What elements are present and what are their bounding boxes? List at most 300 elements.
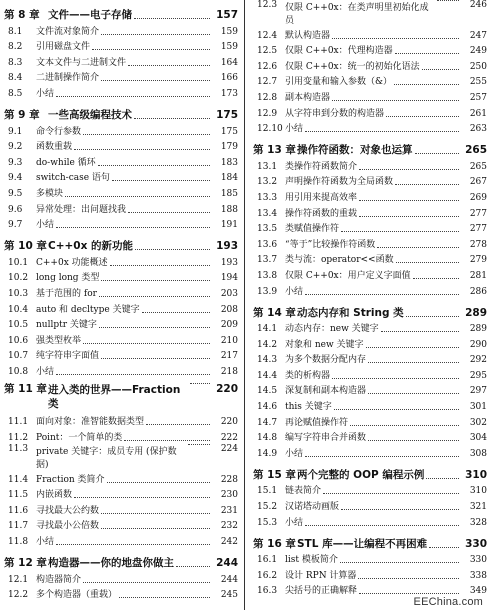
dot-leader <box>437 0 459 1</box>
chapter-number: 第 14 章 <box>253 306 296 319</box>
section-title: 仅限 C++0x：在类声明里初始化成员 <box>285 3 429 26</box>
section-number: 8.2 <box>8 42 23 53</box>
section-number: 10.3 <box>8 288 29 299</box>
page-number: 194 <box>220 273 238 284</box>
toc-entry <box>253 0 487 26</box>
chapter-title: 操作符函数：对象也运算 <box>297 144 413 157</box>
chapter-title: 动态内存和 String 类 <box>297 306 404 319</box>
section-number: 11.4 <box>8 474 29 485</box>
dot-leader <box>124 440 210 441</box>
page-number: 277 <box>469 208 487 219</box>
section-title: 函数重载 <box>36 142 73 153</box>
dot-leader <box>74 149 210 150</box>
section-number: 9.6 <box>8 204 23 215</box>
toc-entry <box>4 216 238 232</box>
section-title: 小结 <box>285 517 304 528</box>
toc-entry <box>253 235 487 251</box>
dot-leader <box>142 312 210 313</box>
page-number: 209 <box>220 320 238 331</box>
toc-entry <box>4 284 238 300</box>
section-title: 小结 <box>36 88 55 99</box>
page-number: 308 <box>469 448 487 459</box>
section-number: 10.5 <box>8 320 29 331</box>
page-number: 277 <box>469 224 487 235</box>
section-title: 从字符串到分数的构造器 <box>285 108 385 119</box>
page-number: 173 <box>220 88 238 99</box>
section-title: 仅限 C++0x：用户定义字面值 <box>285 270 411 281</box>
section-number: 9.7 <box>8 220 23 231</box>
section-title: C++0x 功能概述 <box>36 257 108 268</box>
toc-entry <box>4 428 238 444</box>
dot-leader <box>134 18 210 19</box>
dot-leader <box>128 212 210 213</box>
dot-leader <box>359 216 459 217</box>
section-title: long long 类型 <box>36 273 100 284</box>
page-number: 217 <box>220 351 238 362</box>
section-title: auto 和 decltype 关键字 <box>36 304 140 315</box>
section-title: 文本文件与二进制文件 <box>36 57 127 68</box>
dot-leader <box>101 358 210 359</box>
section-title: 小结 <box>285 286 304 297</box>
section-number: 16.1 <box>257 555 278 566</box>
section-title: 异常处理：出问题找我 <box>36 204 127 215</box>
section-title: 多个构造器（重载） <box>36 590 118 601</box>
toc-entry <box>253 120 487 136</box>
dot-leader <box>415 153 460 154</box>
section-number: 13.9 <box>257 286 278 297</box>
toc-entry <box>253 251 487 267</box>
section-number: 8.1 <box>8 26 23 37</box>
page-number: 330 <box>469 555 487 566</box>
toc-entry <box>253 173 487 189</box>
section-number: 14.8 <box>257 433 278 444</box>
toc-entry <box>4 169 238 185</box>
page-number: 349 <box>469 586 487 597</box>
section-title: 设计 RPN 计算器 <box>285 570 357 581</box>
section-number: 13.3 <box>257 192 278 203</box>
chapter-number: 第 8 章 <box>4 9 40 21</box>
toc-entry <box>253 282 487 298</box>
section-number: 12.10 <box>257 124 283 135</box>
toc-entry <box>4 331 238 347</box>
dot-leader <box>334 409 459 410</box>
toc-entry <box>4 347 238 363</box>
section-number: 14.5 <box>257 386 278 397</box>
dot-leader <box>332 100 459 101</box>
section-number: 10.7 <box>8 351 29 362</box>
toc-entry <box>253 497 487 513</box>
dot-leader <box>134 118 210 119</box>
toc-entry <box>4 532 238 548</box>
toc-entry <box>4 69 238 85</box>
dot-leader <box>128 65 210 66</box>
page-number: 269 <box>469 192 487 203</box>
toc-entry <box>253 88 487 104</box>
page-number: 228 <box>220 474 238 485</box>
page-number: 295 <box>469 370 487 381</box>
chapter-title: 进入类的世界——Fraction 类 <box>48 383 181 410</box>
page-number: 175 <box>220 126 238 137</box>
toc-entry <box>4 153 238 169</box>
dot-leader <box>359 200 459 201</box>
chapter-title: C++0x 的新功能 <box>48 240 134 253</box>
page-number: 249 <box>469 46 487 57</box>
section-number: 8.5 <box>8 88 23 99</box>
toc-entry <box>4 486 238 502</box>
section-title: 汉诺塔动画版 <box>285 502 340 513</box>
chapter-title: 文件——电子存储 <box>48 9 132 21</box>
page-number: 338 <box>469 570 487 581</box>
section-title: Fraction 类简介 <box>36 474 105 485</box>
chapter-title: 两个完整的 OOP 编程示例 <box>297 468 425 481</box>
section-title: 仅限 C++0x：统一的初始化语法 <box>285 61 420 72</box>
chapter-heading <box>4 105 238 122</box>
page-number: 166 <box>220 73 238 84</box>
page-number: 281 <box>469 270 487 281</box>
page-number: 183 <box>220 157 238 168</box>
toc-left-column <box>4 0 238 601</box>
section-number: 11.1 <box>8 417 29 428</box>
section-title: Point：一个简单的类 <box>36 433 123 444</box>
section-title: 寻找最大公约数 <box>36 505 100 516</box>
section-title: do-while 循环 <box>36 157 96 168</box>
dot-leader <box>368 440 459 441</box>
section-title: private 关键字：成员专用 (保护数据) <box>36 447 177 471</box>
dot-leader <box>305 294 459 295</box>
section-title: 基于范围的 for <box>36 288 97 299</box>
dot-leader <box>92 49 210 50</box>
section-number: 13.1 <box>257 161 278 172</box>
dot-leader <box>83 582 210 583</box>
chapter-title: 一些高级编程技术 <box>48 108 132 121</box>
page-number: 159 <box>220 26 238 37</box>
page-number: 220 <box>216 382 238 395</box>
dot-leader <box>101 513 210 514</box>
section-number: 11.6 <box>8 505 29 516</box>
page-number: 185 <box>220 188 238 199</box>
dot-leader <box>377 247 459 248</box>
page-number: 278 <box>469 239 487 250</box>
chapter-heading <box>253 303 487 320</box>
section-title: 动态内存：new 关键字 <box>285 324 379 335</box>
dot-leader <box>381 331 459 332</box>
toc-entry <box>253 204 487 220</box>
column-divider <box>244 0 245 610</box>
chapter-number: 第 11 章 <box>4 382 47 395</box>
page-number: 265 <box>465 144 487 157</box>
page-number: 191 <box>220 220 238 231</box>
page-number: 210 <box>220 335 238 346</box>
page-number: 245 <box>220 590 238 601</box>
watermark: EEChina.com <box>413 596 483 608</box>
section-number: 12.2 <box>8 590 29 601</box>
dot-leader <box>119 597 210 598</box>
dot-leader <box>406 316 459 317</box>
section-number: 9.2 <box>8 142 23 153</box>
section-title: 对象和 new 关键字 <box>285 339 364 350</box>
section-title: switch-case 语句 <box>36 173 110 184</box>
section-number: 10.8 <box>8 366 29 377</box>
section-number: 12.3 <box>257 0 278 10</box>
toc-entry <box>4 444 238 470</box>
section-title: nullptr 关键字 <box>36 320 97 331</box>
section-title: 文件流对象简介 <box>36 26 100 37</box>
section-title: 类操作符函数简介 <box>285 161 358 172</box>
section-number: 10.2 <box>8 273 29 284</box>
dot-leader <box>56 374 210 375</box>
dot-leader <box>101 34 210 35</box>
section-number: 13.2 <box>257 177 278 188</box>
dot-leader <box>413 278 459 279</box>
page-number: 310 <box>465 468 487 481</box>
toc-entry <box>4 184 238 200</box>
page-number: 310 <box>469 486 487 497</box>
dot-leader <box>99 327 210 328</box>
section-number: 14.1 <box>257 324 278 335</box>
dot-leader <box>332 38 459 39</box>
page-number: 159 <box>220 42 238 53</box>
page-number: 330 <box>465 537 487 550</box>
dot-leader <box>332 378 459 379</box>
dot-leader <box>107 482 210 483</box>
page-number: 302 <box>469 417 487 428</box>
toc-entry <box>253 482 487 498</box>
dot-leader <box>56 544 210 545</box>
dot-leader <box>101 528 210 529</box>
toc-entry <box>4 53 238 69</box>
page-number: 218 <box>220 366 238 377</box>
toc-entry <box>253 220 487 236</box>
section-number: 8.4 <box>8 73 23 84</box>
toc-entry <box>4 517 238 533</box>
page-number: 247 <box>469 30 487 41</box>
toc-entry <box>4 570 238 586</box>
page-number: 267 <box>469 177 487 188</box>
section-number: 8.3 <box>8 57 23 68</box>
section-number: 14.7 <box>257 417 278 428</box>
dot-leader <box>323 493 459 494</box>
section-title: 小结 <box>36 537 55 548</box>
section-number: 13.5 <box>257 224 278 235</box>
section-number: 14.3 <box>257 355 278 366</box>
chapter-heading <box>4 553 238 570</box>
section-title: 再论赋值操作符 <box>285 417 349 428</box>
toc-entry <box>4 586 238 602</box>
section-number: 9.3 <box>8 157 23 168</box>
page-number: 203 <box>220 288 238 299</box>
dot-leader <box>341 509 459 510</box>
dot-leader <box>305 525 459 526</box>
section-number: 11.8 <box>8 537 29 548</box>
dot-leader <box>146 424 210 425</box>
dot-leader <box>188 444 210 445</box>
section-number: 11.2 <box>8 433 29 444</box>
chapter-number: 第 13 章 <box>253 144 296 157</box>
toc-entry <box>253 26 487 42</box>
section-number: 12.8 <box>257 92 278 103</box>
toc-entry <box>253 397 487 413</box>
toc-entry <box>4 22 238 38</box>
page-number: 265 <box>469 161 487 172</box>
toc-entry <box>253 73 487 89</box>
dot-leader <box>394 84 459 85</box>
page-number: 193 <box>220 257 238 268</box>
dot-leader <box>56 96 210 97</box>
dot-leader <box>112 180 210 181</box>
section-number: 12.4 <box>257 30 278 41</box>
section-number: 12.5 <box>257 46 278 57</box>
section-number: 16.2 <box>257 570 278 581</box>
section-number: 13.8 <box>257 270 278 281</box>
toc-entry <box>4 269 238 285</box>
toc-entry <box>253 444 487 460</box>
section-number: 14.9 <box>257 448 278 459</box>
dot-leader <box>305 456 459 457</box>
page-number: 220 <box>220 417 238 428</box>
dot-leader <box>74 497 210 498</box>
toc-entry <box>4 253 238 269</box>
toc-entry <box>4 501 238 517</box>
section-title: 构造器简介 <box>36 574 82 585</box>
section-number: 10.6 <box>8 335 29 346</box>
toc-entry <box>253 366 487 382</box>
section-number: 11.5 <box>8 490 29 501</box>
section-title: 引用变量和输入参数（&） <box>285 77 393 88</box>
dot-leader <box>305 131 459 132</box>
page-number: 290 <box>469 339 487 350</box>
toc-entry <box>4 122 238 138</box>
page-number: 164 <box>220 57 238 68</box>
chapter-number: 第 10 章 <box>4 240 47 253</box>
chapter-number: 第 9 章 <box>4 108 40 121</box>
dot-leader <box>368 393 459 394</box>
dot-leader <box>110 265 210 266</box>
section-title: 默认构造器 <box>285 30 331 41</box>
toc-entry <box>4 413 238 429</box>
dot-leader <box>83 134 210 135</box>
dot-leader <box>359 593 459 594</box>
section-number: 12.6 <box>257 61 278 72</box>
dot-leader <box>396 262 459 263</box>
section-number: 14.2 <box>257 339 278 350</box>
section-title: 类与流：operator<<函数 <box>285 255 394 266</box>
section-number: 13.4 <box>257 208 278 219</box>
section-title: 副本构造器 <box>285 92 331 103</box>
toc-entry <box>253 413 487 429</box>
page-number: 292 <box>469 355 487 366</box>
dot-leader <box>135 249 210 250</box>
section-title: 操作符函数的重载 <box>285 208 358 219</box>
page-number: 286 <box>469 286 487 297</box>
section-title: 面向对象：准智能数据类型 <box>36 417 145 428</box>
section-title: 内嵌函数 <box>36 490 73 501</box>
section-title: 小结 <box>36 366 55 377</box>
chapter-heading <box>253 140 487 157</box>
dot-leader <box>386 116 459 117</box>
section-title: 编写字符串合并函数 <box>285 433 367 444</box>
toc-entry <box>253 566 487 582</box>
toc-entry <box>253 335 487 351</box>
page-number: 304 <box>469 433 487 444</box>
chapter-number: 第 12 章 <box>4 557 47 570</box>
section-number: 12.7 <box>257 77 278 88</box>
toc-entry <box>4 84 238 100</box>
section-title: 为多个数据分配内存 <box>285 355 367 366</box>
dot-leader <box>341 231 459 232</box>
section-title: “等于”比较操作符函数 <box>285 239 376 250</box>
section-title: 尖括号的正确解释 <box>285 586 358 597</box>
dot-leader <box>368 362 459 363</box>
toc-entry <box>4 138 238 154</box>
page-number: 246 <box>469 0 487 10</box>
dot-leader <box>426 478 459 479</box>
page-number: 297 <box>469 386 487 397</box>
page-number: 289 <box>465 306 487 319</box>
page-number: 157 <box>216 9 238 21</box>
section-title: list 模板简介 <box>285 555 338 566</box>
dot-leader <box>366 347 459 348</box>
chapter-title: STL 库——让编程不再困难 <box>297 537 428 550</box>
page-number: 244 <box>216 557 238 570</box>
section-title: 用引用来提高效率 <box>285 192 358 203</box>
page-number: 208 <box>220 304 238 315</box>
dot-leader <box>176 566 210 567</box>
dot-leader <box>98 165 210 166</box>
page-number: 193 <box>216 240 238 253</box>
dot-leader <box>359 169 459 170</box>
chapter-heading <box>253 534 487 551</box>
toc-entry <box>253 429 487 445</box>
section-title: 命令行参数 <box>36 126 82 137</box>
toc-entry <box>253 351 487 367</box>
section-title: 小结 <box>285 448 304 459</box>
page-number: 242 <box>220 537 238 548</box>
section-title: 类的析构器 <box>285 370 331 381</box>
dot-leader <box>101 280 210 281</box>
chapter-heading <box>4 5 238 22</box>
dot-leader <box>395 53 459 54</box>
page-number: 188 <box>220 204 238 215</box>
page-number: 224 <box>220 444 238 455</box>
page-number: 244 <box>220 574 238 585</box>
toc-entry <box>4 316 238 332</box>
toc-entry <box>4 200 238 216</box>
dot-leader <box>99 296 210 297</box>
section-title: 寻找最小公倍数 <box>36 521 100 532</box>
chapter-heading <box>4 383 238 413</box>
page-number: 231 <box>220 505 238 516</box>
page-number: 179 <box>220 142 238 153</box>
section-title: 类赋值操作符 <box>285 224 340 235</box>
dot-leader <box>83 343 210 344</box>
toc-right-column <box>253 0 487 597</box>
page-number: 175 <box>216 108 238 121</box>
dot-leader <box>56 227 210 228</box>
page-number: 232 <box>220 521 238 532</box>
section-number: 14.4 <box>257 370 278 381</box>
section-title: 链表简介 <box>285 486 322 497</box>
section-number: 9.4 <box>8 173 23 184</box>
section-title: 二进制操作简介 <box>36 73 100 84</box>
toc-entry <box>253 266 487 282</box>
toc-entry <box>4 362 238 378</box>
toc-entry <box>253 157 487 173</box>
page-number: 261 <box>469 108 487 119</box>
section-number: 9.5 <box>8 188 23 199</box>
toc-entry <box>253 104 487 120</box>
section-number: 11.3 <box>8 444 29 455</box>
page-number: 222 <box>220 433 238 444</box>
